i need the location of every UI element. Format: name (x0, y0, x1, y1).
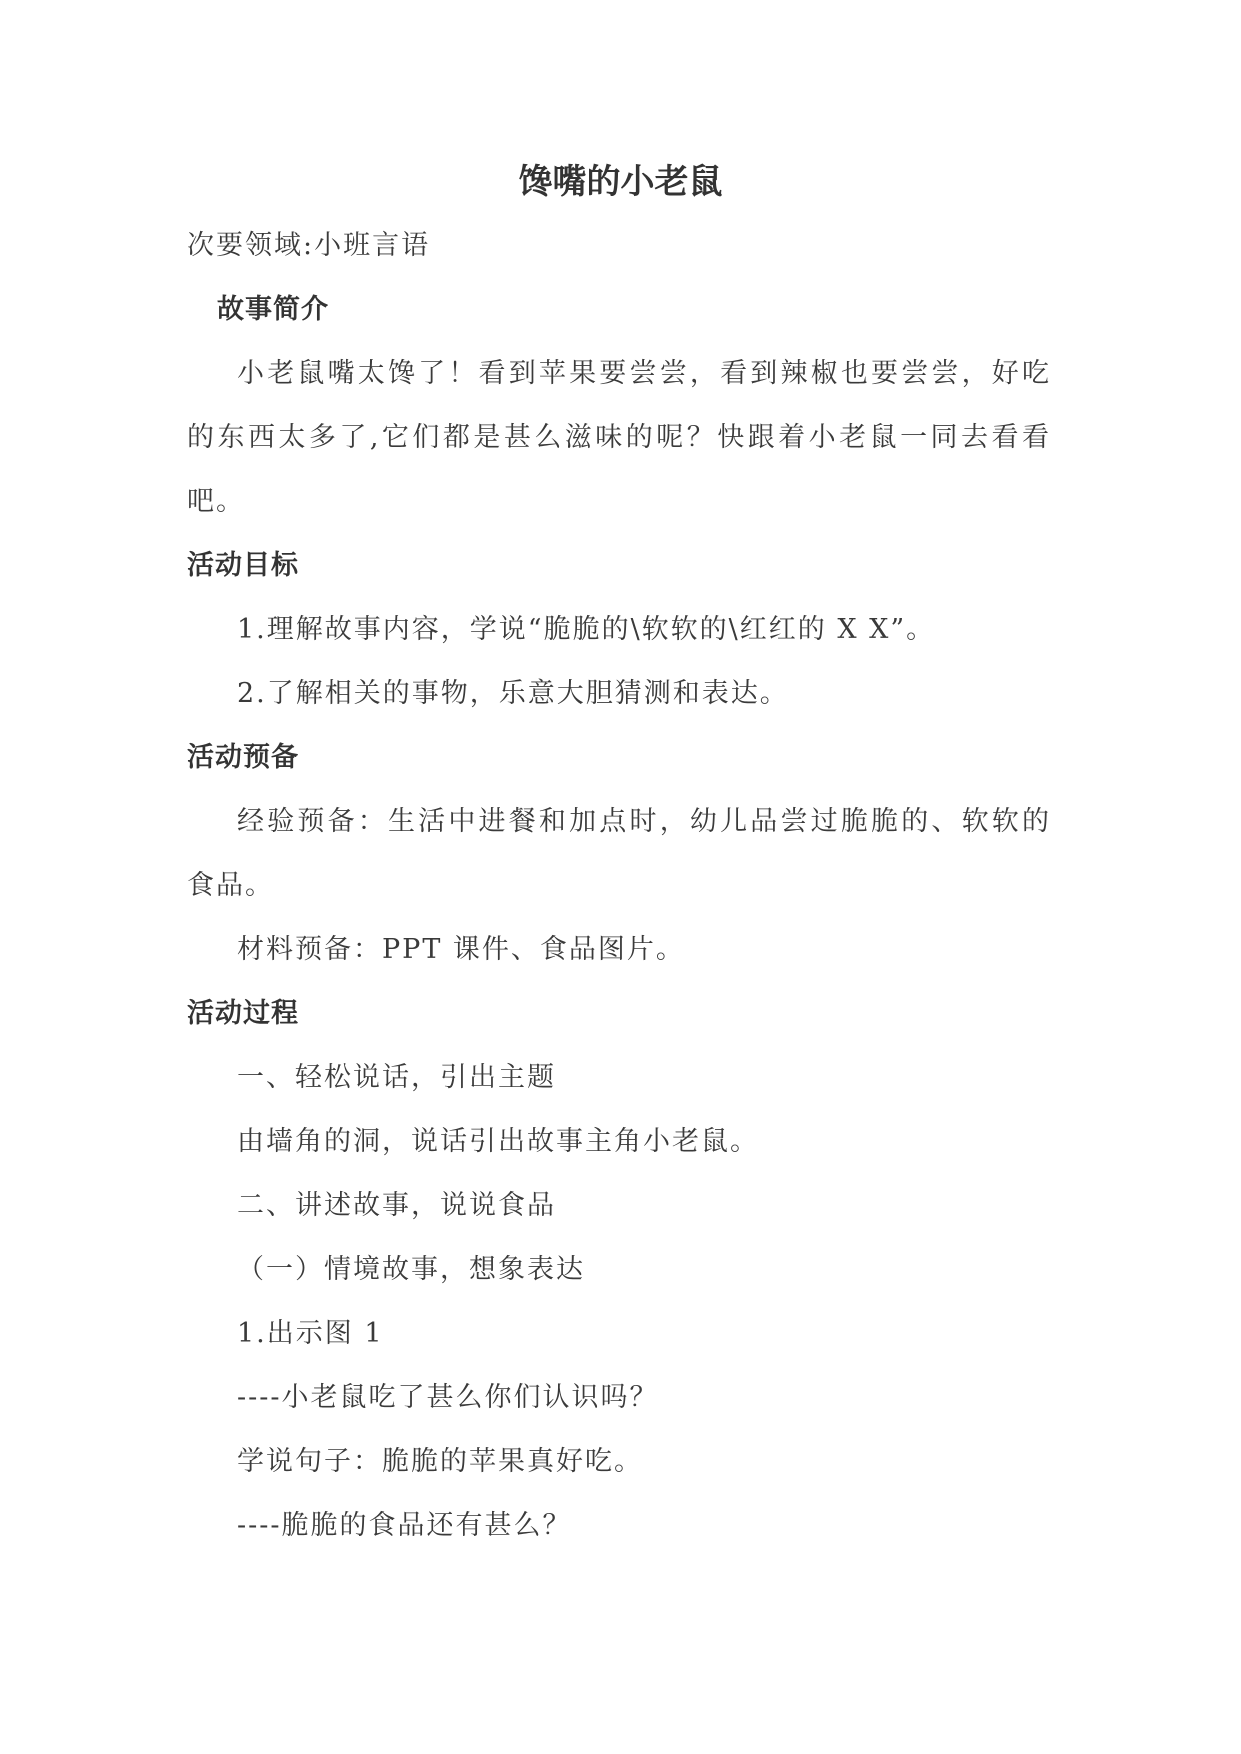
intro-line-1: 小老鼠嘴太馋了！看到苹果要尝尝，看到辣椒也要尝尝，好吃 (237, 358, 1049, 389)
prep-line-2: 食品。 (187, 870, 274, 901)
goals-heading: 活动目标 (187, 550, 299, 581)
prep-line-1: 经验预备：生活中进餐和加点时，幼儿品尝过脆脆的、软软的 (237, 806, 1049, 837)
intro-line-3: 吧。 (187, 486, 245, 517)
process-line-1: 一、轻松说话，引出主题 (237, 1062, 556, 1093)
process-line-3: 二、讲述故事，说说食品 (237, 1190, 556, 1221)
intro-heading: 故事简介 (217, 294, 329, 325)
document-title: 馋嘴的小老鼠 (518, 162, 723, 202)
process-line-5: 1.出示图 1 (237, 1318, 384, 1349)
goal-item-1: 1.理解故事内容，学说“脆脆的\软软的\红红的 X X”。 (237, 614, 936, 645)
prep-heading: 活动预备 (187, 742, 299, 773)
process-line-6: ----小老鼠吃了甚么你们认识吗？ (237, 1382, 659, 1413)
process-line-8: ----脆脆的食品还有甚么？ (237, 1510, 572, 1541)
process-line-7: 学说句子：脆脆的苹果真好吃。 (237, 1446, 643, 1477)
domain-line: 次要领域:小班言语 (187, 230, 431, 261)
intro-line-2: 的东西太多了,它们都是甚么滋味的呢？快跟着小老鼠一同去看看 (187, 422, 1049, 453)
process-line-4: （一）情境故事，想象表达 (237, 1254, 585, 1285)
goal-item-2: 2.了解相关的事物，乐意大胆猜测和表达。 (237, 678, 789, 709)
process-line-2: 由墙角的洞，说话引出故事主角小老鼠。 (237, 1126, 759, 1157)
process-heading: 活动过程 (187, 998, 299, 1029)
prep-line-3: 材料预备：PPT 课件、食品图片。 (237, 934, 685, 965)
